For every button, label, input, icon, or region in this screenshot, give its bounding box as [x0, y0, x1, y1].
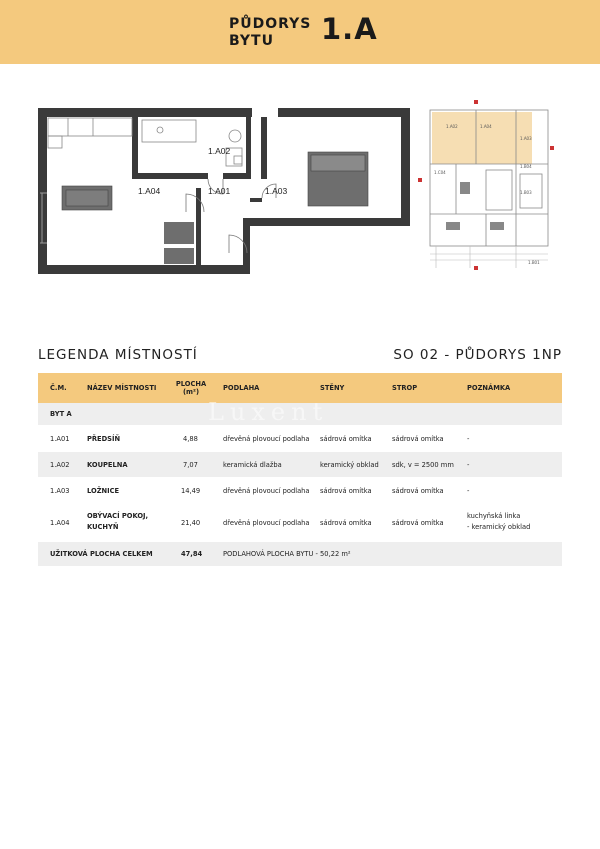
- group-label: BYT A: [50, 410, 72, 418]
- cell-poznamka-line1: kuchyňská linka: [467, 512, 521, 520]
- col-header-strop: STROP: [392, 384, 418, 392]
- key-plan-label: 1.B01: [528, 260, 540, 265]
- cell-poznamka: -: [467, 460, 470, 469]
- cell-nazev: KOUPELNA: [87, 460, 128, 469]
- cell-poznamka: -: [467, 486, 470, 495]
- plan-bed: [308, 152, 368, 206]
- cell-podlaha: dřevěná plovoucí podlaha: [223, 518, 310, 527]
- summary-label: UŽITKOVÁ PLOCHA CELKEM: [50, 550, 153, 558]
- cell-poznamka: -: [467, 434, 470, 443]
- cell-plocha: 21,40: [181, 518, 201, 527]
- room-label-1-a02: 1.A02: [208, 146, 231, 156]
- cell-nazev: PŘEDSÍŇ: [87, 434, 121, 443]
- key-plan-label: 1.A04: [480, 124, 492, 129]
- room-label-1-a03: 1.A03: [265, 186, 288, 196]
- key-plan-label: 1.B03: [520, 190, 532, 195]
- cell-cm: 1.A03: [50, 486, 70, 495]
- cell-steny: sádrová omítka: [320, 486, 372, 495]
- table-row: [38, 504, 562, 542]
- key-plan-label: 1.C04: [434, 170, 446, 175]
- cell-steny: sádrová omítka: [320, 434, 372, 443]
- key-plan-label: 1.B04: [520, 164, 532, 169]
- cell-strop: sádrová omítka: [392, 486, 444, 495]
- cell-podlaha: keramická dlažba: [223, 460, 282, 469]
- cell-nazev-line2: KUCHYŇ: [87, 523, 119, 531]
- summary-note: PODLAHOVÁ PLOCHA BYTU - 50,22 m²: [223, 550, 351, 558]
- cell-steny: sádrová omítka: [320, 518, 372, 527]
- cell-cm: 1.A01: [50, 434, 70, 443]
- col-header-podlaha: PODLAHA: [223, 384, 260, 392]
- col-header-plocha: [170, 373, 212, 403]
- cell-plocha: 14,49: [181, 486, 201, 495]
- key-plan-label: 1.A03: [520, 136, 532, 141]
- table-row: [38, 452, 562, 478]
- room-label-1-a04: 1.A04: [138, 186, 161, 196]
- header-title-line1: PŮDORYS: [229, 16, 312, 32]
- plan-kitchen: [48, 118, 132, 148]
- key-plan-highlight: [432, 112, 532, 164]
- col-header-nazev: NÁZEV MÍSTNOSTI: [87, 384, 157, 392]
- col-header-poznamka: POZNÁMKA: [467, 384, 511, 392]
- legend-subtitle: SO 02 - PŮDORYS 1NP: [393, 347, 562, 363]
- cell-plocha: 4,88: [183, 434, 198, 443]
- cell-strop: sdk, v = 2500 mm: [392, 460, 454, 469]
- cell-steny: keramický obklad: [320, 460, 379, 469]
- cell-nazev-line1: OBÝVACÍ POKOJ,: [87, 512, 149, 520]
- legend-title: LEGENDA MÍSTNOSTÍ: [38, 347, 198, 363]
- apartment-floor-plan: [38, 108, 410, 274]
- cell-strop: sádrová omítka: [392, 518, 444, 527]
- header-title-line2: BYTU: [229, 33, 274, 49]
- page-header: [0, 0, 600, 64]
- plan-bathroom: [142, 120, 242, 166]
- cell-cm: 1.A04: [50, 518, 70, 527]
- cell-podlaha: dřevěná plovoucí podlaha: [223, 486, 310, 495]
- summary-value: 47,84: [181, 550, 203, 558]
- key-floor-plan: [416, 96, 564, 278]
- plan-dining: [164, 222, 194, 264]
- room-label-1-a01: 1.A01: [208, 186, 231, 196]
- cell-cm: 1.A02: [50, 460, 70, 469]
- cell-plocha: 7,07: [183, 460, 198, 469]
- table-summary-row: [38, 542, 562, 567]
- table-row: [38, 426, 562, 452]
- col-header-plocha-line2: (m²): [182, 388, 199, 396]
- plan-sofa: [62, 186, 112, 210]
- cell-poznamka-line2: - keramický obklad: [467, 523, 531, 531]
- col-header-steny: STĚNY: [320, 384, 345, 392]
- col-header-plocha-line1: PLOCHA: [175, 380, 207, 388]
- col-header-cm: Č.M.: [50, 384, 67, 392]
- watermark: Luxent: [208, 398, 329, 426]
- cell-podlaha: dřevěná plovoucí podlaha: [223, 434, 310, 443]
- key-plan-label: 1.A02: [446, 124, 458, 129]
- cell-strop: sádrová omítka: [392, 434, 444, 443]
- apartment-code: 1.A: [321, 12, 378, 46]
- cell-nazev: LOŽNICE: [87, 486, 120, 495]
- table-row: [38, 478, 562, 504]
